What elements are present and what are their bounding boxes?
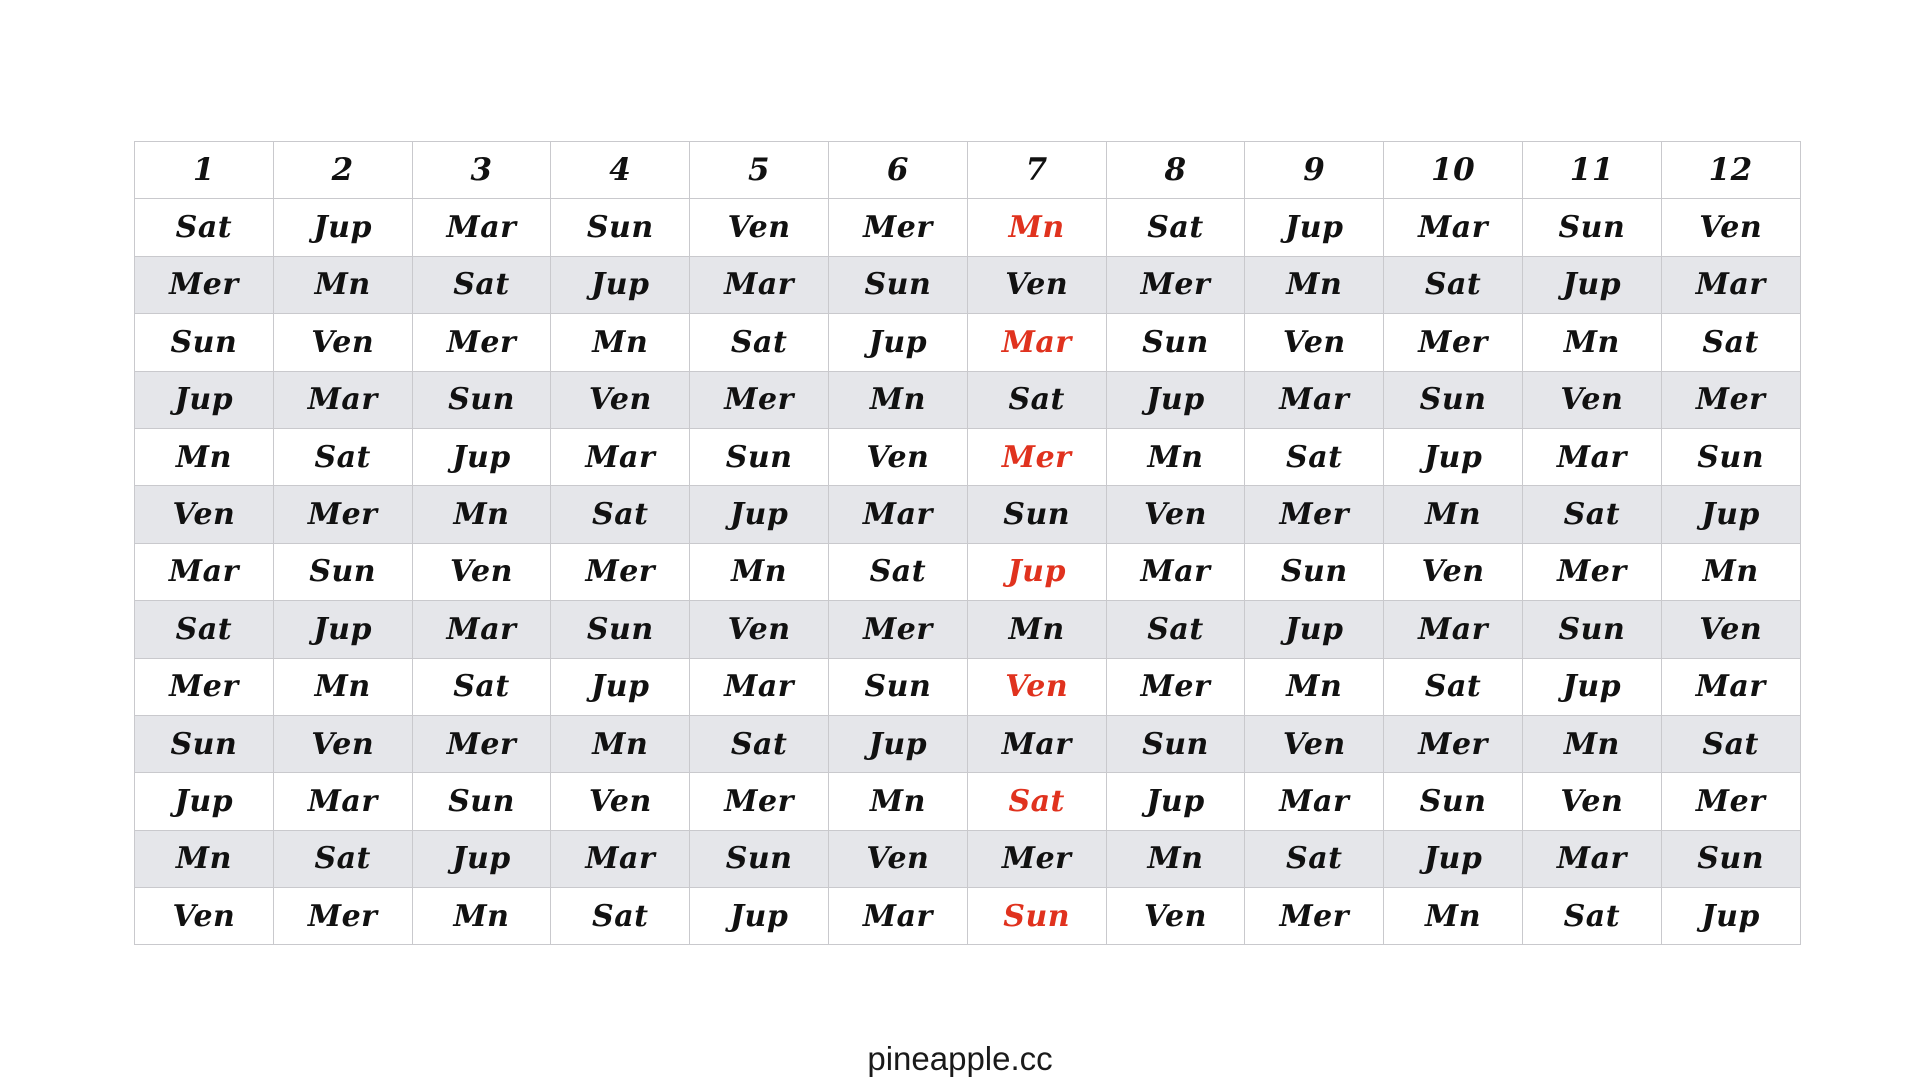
- table-row: [135, 715, 1801, 772]
- table-cell: Sun: [1106, 314, 1245, 371]
- table-cell: Mar: [1384, 199, 1523, 256]
- table-row: [135, 256, 1801, 313]
- table-cell: Ven: [1522, 773, 1661, 830]
- table-cell: Ven: [1384, 543, 1523, 600]
- table-cell: Mer: [135, 256, 274, 313]
- column-header: 4: [551, 142, 690, 199]
- table-cell: Sat: [135, 199, 274, 256]
- table-cell: Ven: [690, 601, 829, 658]
- table-cell: Mar: [1661, 256, 1800, 313]
- table-cell: Mn: [1522, 715, 1661, 772]
- table-cell: Mn: [1106, 830, 1245, 887]
- table-cell: Mar: [828, 486, 967, 543]
- table-cell: Jup: [967, 543, 1106, 600]
- table-cell: Sat: [690, 314, 829, 371]
- column-header: 3: [412, 142, 551, 199]
- table-cell: Mn: [1384, 486, 1523, 543]
- table-cell: Mar: [1106, 543, 1245, 600]
- table-cell: Mar: [828, 888, 967, 945]
- table-cell: Sun: [690, 830, 829, 887]
- column-header: 9: [1245, 142, 1384, 199]
- table-cell: Sat: [1106, 199, 1245, 256]
- table-cell: Mer: [551, 543, 690, 600]
- table-cell: Jup: [273, 601, 412, 658]
- table-cell: Mer: [828, 199, 967, 256]
- table-cell: Jup: [690, 486, 829, 543]
- table-cell: Jup: [828, 715, 967, 772]
- table-cell: Mar: [273, 371, 412, 428]
- table-cell: Sat: [1661, 314, 1800, 371]
- table-cell: Jup: [551, 256, 690, 313]
- table-cell: Mn: [135, 428, 274, 485]
- table-cell: Sun: [273, 543, 412, 600]
- table-cell: Mer: [1106, 658, 1245, 715]
- table-cell: Mn: [967, 199, 1106, 256]
- table-cell: Mer: [412, 715, 551, 772]
- table-cell: Sat: [828, 543, 967, 600]
- table-cell: Mar: [1245, 773, 1384, 830]
- table-cell: Jup: [412, 428, 551, 485]
- table-cell: Mer: [1384, 715, 1523, 772]
- table-cell: Mn: [967, 601, 1106, 658]
- table-row: [135, 601, 1801, 658]
- table-cell: Mar: [1522, 830, 1661, 887]
- table-cell: Jup: [828, 314, 967, 371]
- table-cell: Jup: [551, 658, 690, 715]
- table-cell: Sun: [967, 888, 1106, 945]
- table-cell: Mer: [690, 773, 829, 830]
- table-cell: Sat: [967, 371, 1106, 428]
- table-cell: Mn: [1522, 314, 1661, 371]
- table-cell: Sat: [690, 715, 829, 772]
- table-cell: Sun: [135, 314, 274, 371]
- table-cell: Jup: [690, 888, 829, 945]
- table-cell: Mar: [551, 428, 690, 485]
- table-cell: Mn: [273, 658, 412, 715]
- table-cell: Mn: [412, 888, 551, 945]
- table-cell: Mar: [1661, 658, 1800, 715]
- table-cell: Mer: [1106, 256, 1245, 313]
- table-cell: Sat: [551, 486, 690, 543]
- table-cell: Mar: [1245, 371, 1384, 428]
- table-cell: Mar: [412, 199, 551, 256]
- footer-site-name: pineapple.cc: [867, 1040, 1053, 1077]
- column-header: 8: [1106, 142, 1245, 199]
- table-cell: Mer: [1384, 314, 1523, 371]
- table-cell: Ven: [1522, 371, 1661, 428]
- table-cell: Sat: [1384, 256, 1523, 313]
- table-cell: Jup: [1106, 773, 1245, 830]
- table-cell: Jup: [1661, 888, 1800, 945]
- table-cell: Sat: [273, 428, 412, 485]
- table-cell: Sat: [135, 601, 274, 658]
- table-cell: Sat: [1522, 486, 1661, 543]
- table-row: [135, 371, 1801, 428]
- table-cell: Jup: [135, 371, 274, 428]
- table-cell: Ven: [135, 486, 274, 543]
- table-cell: Mn: [828, 371, 967, 428]
- table-cell: Jup: [1661, 486, 1800, 543]
- table-cell: Ven: [828, 428, 967, 485]
- table-cell: Sun: [412, 371, 551, 428]
- table-cell: Sun: [1384, 371, 1523, 428]
- table-cell: Mar: [1522, 428, 1661, 485]
- table-cell: Ven: [273, 715, 412, 772]
- table-body: [135, 199, 1801, 945]
- header-row: [135, 142, 1801, 199]
- table-cell: Sat: [412, 256, 551, 313]
- table-cell: Mn: [1661, 543, 1800, 600]
- table-cell: Mar: [551, 830, 690, 887]
- table-cell: Sun: [828, 658, 967, 715]
- table-cell: Mn: [1106, 428, 1245, 485]
- column-header: 7: [967, 142, 1106, 199]
- table-cell: Jup: [1245, 601, 1384, 658]
- column-header: 5: [690, 142, 829, 199]
- table-cell: Sat: [1245, 428, 1384, 485]
- table-cell: Mn: [551, 314, 690, 371]
- table-cell: Mer: [135, 658, 274, 715]
- table-cell: Mar: [412, 601, 551, 658]
- table-row: [135, 543, 1801, 600]
- table-cell: Sun: [1661, 428, 1800, 485]
- table-cell: Jup: [1522, 658, 1661, 715]
- table-row: [135, 888, 1801, 945]
- table-cell: Sun: [412, 773, 551, 830]
- table-row: [135, 486, 1801, 543]
- table-cell: Sat: [1106, 601, 1245, 658]
- table-cell: Sat: [1245, 830, 1384, 887]
- table-cell: Ven: [1106, 888, 1245, 945]
- column-header: 10: [1384, 142, 1523, 199]
- table-cell: Jup: [273, 199, 412, 256]
- table-row: [135, 658, 1801, 715]
- table-cell: Jup: [1245, 199, 1384, 256]
- table-cell: Sun: [828, 256, 967, 313]
- table-cell: Jup: [1384, 830, 1523, 887]
- table-cell: Jup: [1106, 371, 1245, 428]
- table-cell: Jup: [1384, 428, 1523, 485]
- table-cell: Ven: [690, 199, 829, 256]
- table-cell: Ven: [273, 314, 412, 371]
- table-row: [135, 199, 1801, 256]
- table-cell: Mn: [1245, 658, 1384, 715]
- column-header: 2: [273, 142, 412, 199]
- table-cell: Sat: [551, 888, 690, 945]
- table-cell: Mar: [967, 314, 1106, 371]
- table-cell: Sun: [551, 199, 690, 256]
- column-header: 12: [1661, 142, 1800, 199]
- table-cell: Mer: [690, 371, 829, 428]
- table-header: [135, 142, 1801, 199]
- table-cell: Mar: [273, 773, 412, 830]
- table-cell: Sun: [1106, 715, 1245, 772]
- table-cell: Ven: [1661, 199, 1800, 256]
- table-cell: Jup: [135, 773, 274, 830]
- table-row: [135, 314, 1801, 371]
- table-cell: Sat: [1661, 715, 1800, 772]
- table-cell: Ven: [551, 773, 690, 830]
- table-cell: Ven: [828, 830, 967, 887]
- table-cell: Mer: [412, 314, 551, 371]
- planetary-hours-table: [134, 141, 1801, 945]
- table-cell: Mar: [690, 658, 829, 715]
- table-cell: Mer: [967, 428, 1106, 485]
- table-cell: Sat: [412, 658, 551, 715]
- table-cell: Jup: [412, 830, 551, 887]
- table-cell: Sat: [1522, 888, 1661, 945]
- table-cell: Jup: [1522, 256, 1661, 313]
- table-cell: Mer: [967, 830, 1106, 887]
- table-row: [135, 428, 1801, 485]
- table-cell: Mn: [551, 715, 690, 772]
- table-cell: Sat: [1384, 658, 1523, 715]
- table-cell: Mer: [1661, 371, 1800, 428]
- table-cell: Ven: [412, 543, 551, 600]
- table-cell: Ven: [1245, 715, 1384, 772]
- table-cell: Mn: [135, 830, 274, 887]
- table-cell: Mn: [828, 773, 967, 830]
- table-cell: Mar: [135, 543, 274, 600]
- table-cell: Mer: [273, 486, 412, 543]
- table-cell: Sun: [1661, 830, 1800, 887]
- table-cell: Ven: [1661, 601, 1800, 658]
- table-cell: Mer: [1661, 773, 1800, 830]
- table-cell: Mer: [273, 888, 412, 945]
- table-cell: Mn: [1384, 888, 1523, 945]
- table-cell: Sun: [690, 428, 829, 485]
- table-cell: Mn: [1245, 256, 1384, 313]
- table-cell: Ven: [135, 888, 274, 945]
- table-cell: Sun: [551, 601, 690, 658]
- table-row: [135, 773, 1801, 830]
- table-cell: Ven: [551, 371, 690, 428]
- table-cell: Mar: [1384, 601, 1523, 658]
- table-cell: Sat: [273, 830, 412, 887]
- table-cell: Sun: [1245, 543, 1384, 600]
- table-cell: Sun: [967, 486, 1106, 543]
- table-cell: Ven: [1106, 486, 1245, 543]
- table-cell: Sun: [1522, 601, 1661, 658]
- table-cell: Mer: [1245, 486, 1384, 543]
- table-row: [135, 830, 1801, 887]
- table-cell: Mar: [967, 715, 1106, 772]
- table-cell: Sat: [967, 773, 1106, 830]
- table-cell: Ven: [967, 658, 1106, 715]
- table-cell: Ven: [967, 256, 1106, 313]
- table-cell: Ven: [1245, 314, 1384, 371]
- column-header: 6: [828, 142, 967, 199]
- table-cell: Mer: [828, 601, 967, 658]
- column-header: 11: [1522, 142, 1661, 199]
- table-cell: Sun: [1522, 199, 1661, 256]
- table-cell: Mn: [273, 256, 412, 313]
- table-cell: Mn: [690, 543, 829, 600]
- column-header: 1: [135, 142, 274, 199]
- table-cell: Mn: [412, 486, 551, 543]
- table-cell: Sun: [1384, 773, 1523, 830]
- table-cell: Mer: [1245, 888, 1384, 945]
- table-cell: Sun: [135, 715, 274, 772]
- table-cell: Mar: [690, 256, 829, 313]
- table-cell: Mer: [1522, 543, 1661, 600]
